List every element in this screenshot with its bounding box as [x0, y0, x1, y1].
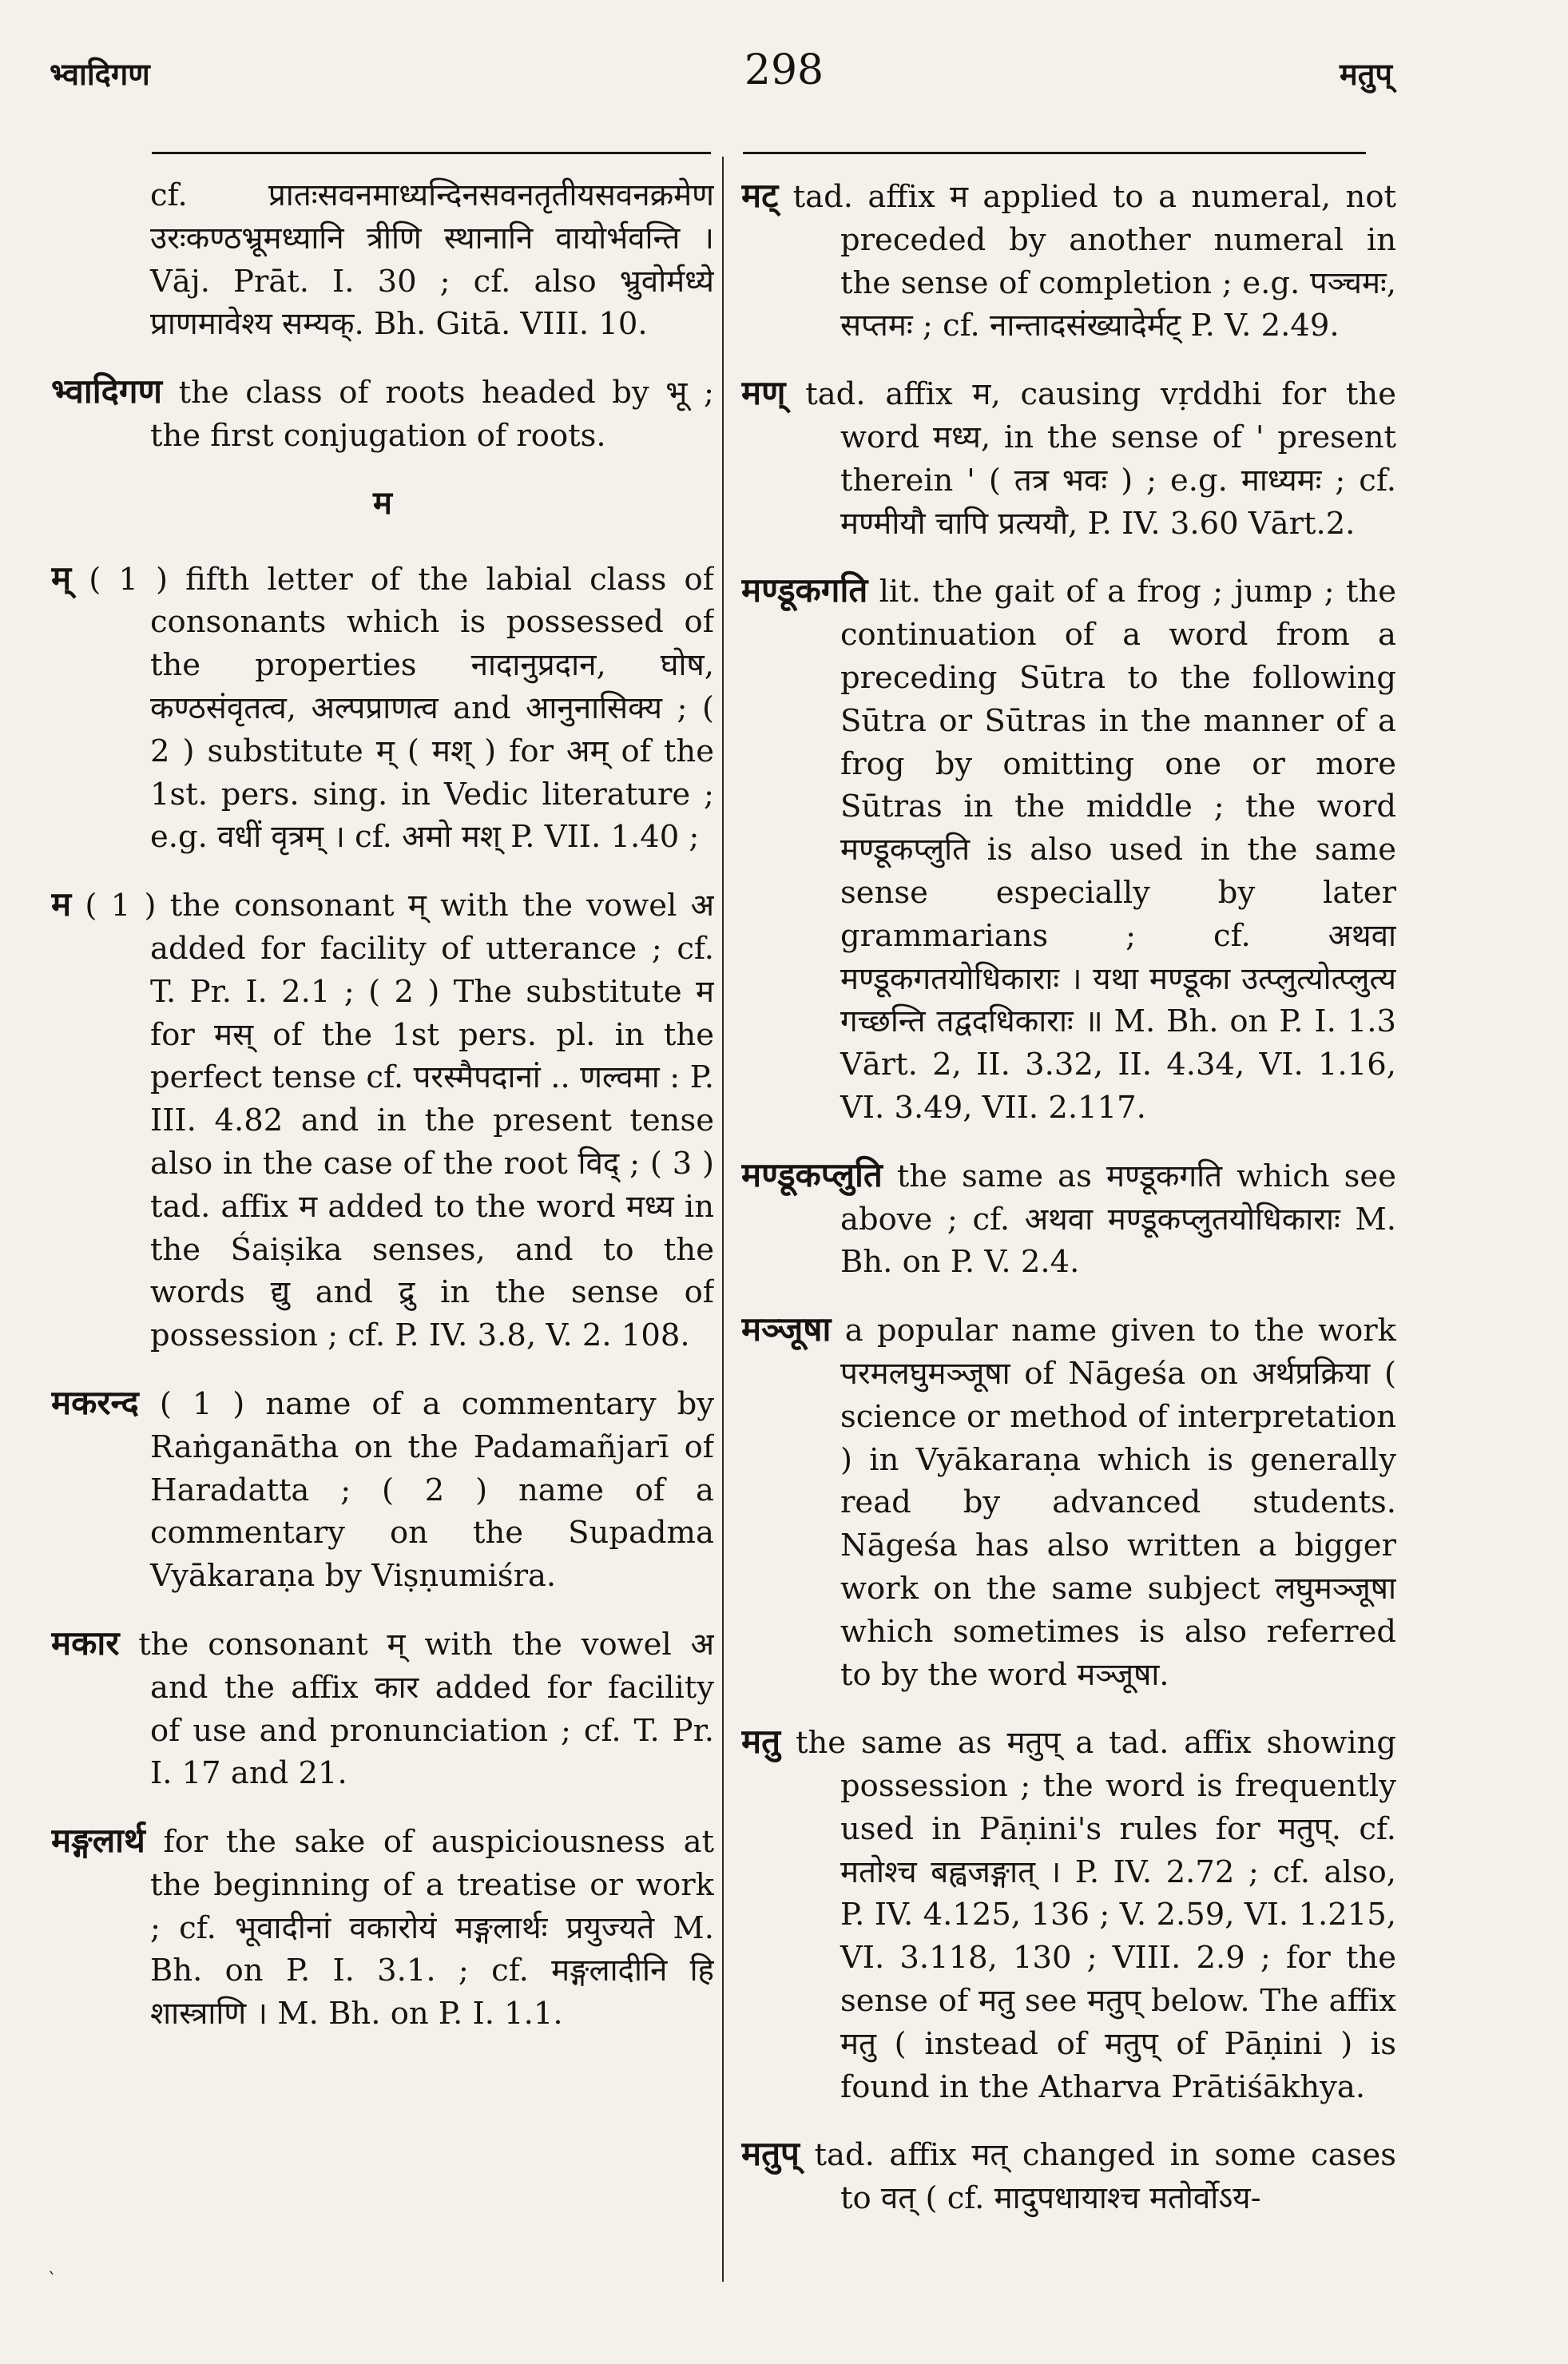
entry-definition: for the sake of auspiciousness at the beginning of a treatise or work ; cf. भूवादीनां वकारोयं मङ्गलार्थः प्रयुज्यते M. Bh. on P. I. 3.1. ; cf. मङ्गलादीनि हि शास्त्राणि । M. Bh. on P. I. 1.1. [150, 1824, 714, 2032]
header-rule-left [152, 152, 711, 154]
dictionary-entry [741, 2132, 1396, 2220]
entry-headword: म् [51, 558, 72, 598]
entry-headword: मट् [741, 176, 779, 215]
entry-definition: tad. affix म, causing vṛddhi for the word मध्य, in the sense of ' present therein ' ( तत्र भवः ) ; e.g. माध्यमः ; cf. मण्मीयौ चापि प्रत्ययौ, P. IV. 3.60 Vārt.2. [805, 376, 1396, 542]
page-number: 298 [744, 46, 824, 94]
entry-definition: the class of roots headed by भू ; the first conjugation of roots. [150, 375, 714, 454]
entry-definition: the same as मतुप् a tad. affix showing possession ; the word is frequently used in Pāṇini's rules for मतुप्. cf. मतोश्च बह्वजङ्गात् । P. IV. 2.72 ; cf. also, P. IV. 4.125, 136 ; V. 2.59, VI. 1.215, VI. 3.118, 130 ; VIII. 2.9 ; for the sense of मतु see मतुप् below. The affix मतु ( instead of मतुप् of Pāṇini ) is found in the Atharva Prātiśākhya. [795, 1725, 1396, 2105]
dictionary-entry [51, 1381, 714, 1598]
continuation-text: cf. प्रातःसवनमाध्यन्दिनसवनतृतीयसवनक्रमेण उरःकण्ठभ्रूमध्यानि त्रीणि स्थानानि वायोर्भवन्ति । Vāj. Prāt. I. 30 ; cf. also भ्रुवोर्मध्ये प्राणमावेश्य सम्यक्. Bh. Gitā. VIII. 10. [150, 177, 714, 343]
entry-headword: भ्वादिगण [51, 371, 162, 411]
entry-headword: मकार [51, 1623, 120, 1663]
entry-definition: lit. the gait of a frog ; jump ; the continuation of a word from a preceding Sūtra to the following Sūtra or Sūtras in the manner of a frog by omitting one or more Sūtras in the middle ; the word मण्डूकप्लुति is also used in the same sense especially by later grammarians ; cf. अथवा मण्डूकगतयोधिकाराः । यथा मण्डूका उत्प्लुत्योत्प्लुत्य गच्छन्ति तद्वदधिकाराः ॥ M. Bh. on P. I. 1.3 Vārt. 2, II. 3.32, II. 4.34, VI. 1.16, VI. 3.49, VII. 2.117. [840, 574, 1396, 1126]
right-column [741, 174, 1396, 2315]
stray-mark: ` [48, 2271, 57, 2290]
entry-headword: मङ्गलार्थ [51, 1821, 145, 1861]
entry-definition: a popular name given to the work परमलघुमञ्जूषा of Nāgeśa on अर्थप्रक्रिया ( science or method of interpretation ) in Vyākaraṇa which is generally read by advanced students. Nāgeśa has also written a bigger work on the same subject लघुमञ्जूषा which sometimes is also referred to by the word मञ्जूषा. [840, 1313, 1396, 1693]
dictionary-entry [51, 883, 714, 1357]
header-rule-right [743, 152, 1366, 154]
entry-headword: मण्डूकप्लुति [741, 1154, 883, 1194]
left-guide-word: भ्वादिगण [50, 56, 150, 92]
entry-headword: मण्डूकगति [741, 570, 868, 610]
entry-headword: मतु [741, 1722, 781, 1762]
entry-headword: म [51, 884, 72, 924]
dictionary-entry [741, 371, 1396, 545]
dictionary-entry [51, 1819, 714, 2036]
running-header [0, 46, 1568, 110]
dictionary-entry [741, 1154, 1396, 1284]
dictionary-entry [51, 1622, 714, 1795]
dictionary-entry [741, 569, 1396, 1129]
section-letter: म [373, 483, 392, 522]
right-guide-word: मतुप् [1340, 56, 1392, 92]
entry-definition: ( 1 ) name of a commentary by Raṅganātha on the Padamañjarī of Haradatta ; ( 2 ) name of a commentary on the Supadma Vyākaraṇa by Viṣṇumiśra. [150, 1385, 714, 1595]
dictionary-entry [741, 1308, 1396, 1696]
entry-definition: ( 1 ) the consonant म् with the vowel अ added for facility of utterance ; cf. T. Pr. I. 2.1 ; ( 2 ) The substitute म for मस् of the 1st pers. pl. in the perfect tense cf. परस्मैपदानां .. णल्वमा : P. III. 4.82 and in the present tense also in the case of the root विद् ; ( 3 ) tad. affix म added to the word मध्य in the Śaiṣika senses, and to the words द्यु and द्रु in the sense of possession ; cf. P. IV. 3.8, V. 2. 108. [85, 888, 714, 1354]
entry-definition: the same as मण्डूकगति which see above ; cf. अथवा मण्डूकप्लुतयोधिकाराः M. Bh. on P. V. 2.4. [840, 1158, 1396, 1281]
entry-headword: मकरन्द [51, 1382, 139, 1422]
column-divider [722, 157, 724, 2282]
entry-headword: मण् [741, 373, 786, 413]
entry-headword: मञ्जूषा [741, 1309, 832, 1349]
entry-headword: मतुप् [741, 2134, 800, 2174]
entry-definition: the consonant म् with the vowel अ and the affix कार added for facility of use and pronunciation ; cf. T. Pr. I. 17 and 21. [138, 1626, 714, 1792]
entry-definition: tad. affix म applied to a numeral, not preceded by another numeral in the sense of completion ; e.g. पञ्चमः, सप्तमः ; cf. नान्तादसंख्यादेर्मट् P. V. 2.49. [792, 179, 1396, 344]
dictionary-entry [741, 1720, 1396, 2108]
entry-definition: tad. affix मत् changed in some cases to वत् ( cf. मादुपधायाश्च मतोर्वोऽय- [814, 2137, 1396, 2217]
dictionary-entry [51, 370, 714, 458]
left-column [51, 174, 714, 2315]
dictionary-entry [741, 174, 1396, 348]
dictionary-entry [51, 557, 714, 860]
entry-definition: ( 1 ) fifth letter of the labial class of consonants which is possessed of the properties नादानुप्रदान, घोष, कण्ठसंवृतत्व, अल्पप्राणत्व and आनुनासिक्य ; ( 2 ) substitute म् ( मश् ) for अम् of the 1st. pers. sing. in Vedic literature ; e.g. वधीं वृत्रम् । cf. अमो मश् P. VII. 1.40 ; [89, 561, 714, 856]
